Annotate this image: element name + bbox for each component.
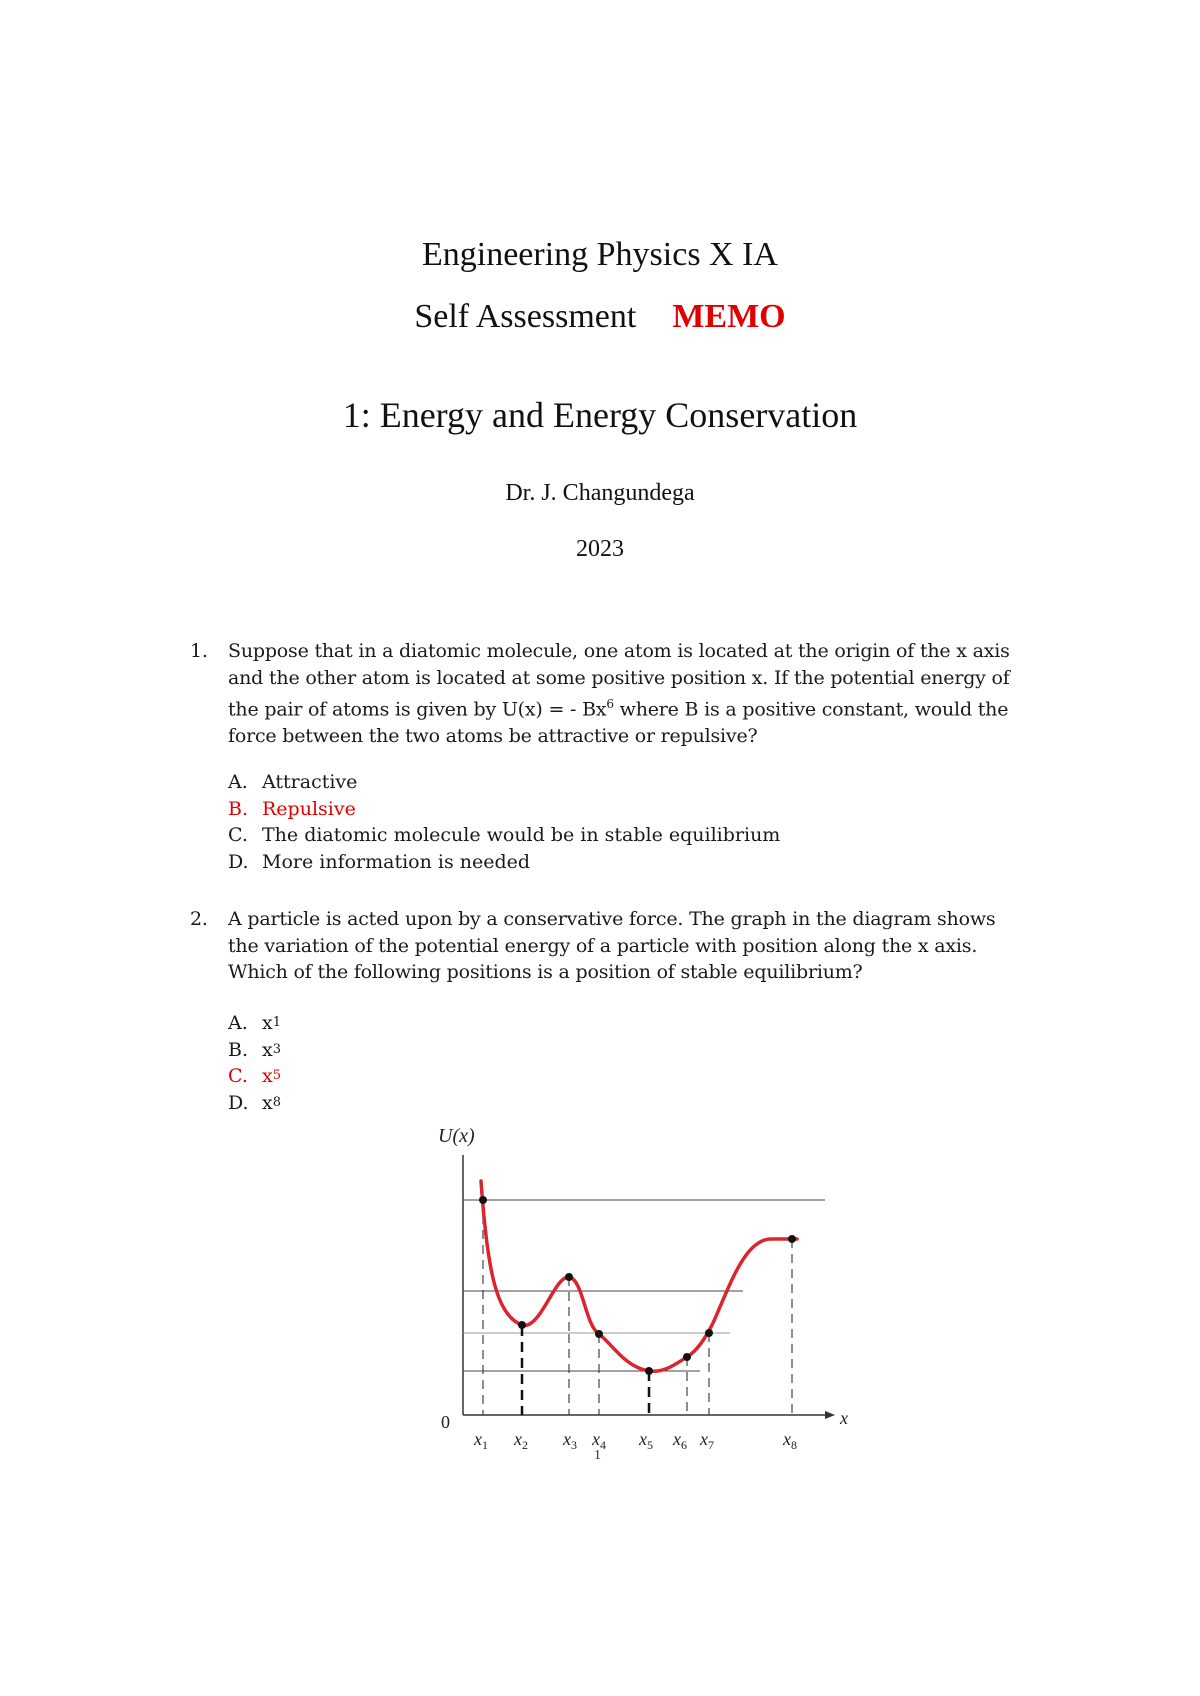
option-letter: B. bbox=[228, 797, 249, 820]
option-subscript: 3 bbox=[272, 1041, 281, 1057]
label-x2 bbox=[513, 1429, 528, 1452]
option-letter: D. bbox=[228, 1091, 249, 1114]
option-subscript: 8 bbox=[272, 1094, 281, 1110]
option-letter: A. bbox=[228, 771, 248, 793]
question-text bbox=[228, 638, 1090, 749]
origin-label: 0 bbox=[441, 1412, 450, 1432]
label-x5 bbox=[638, 1429, 653, 1452]
option-a bbox=[228, 769, 780, 796]
subtitle-line bbox=[0, 298, 1200, 336]
x-axis-arrow bbox=[825, 1411, 835, 1419]
point-x8 bbox=[788, 1235, 796, 1243]
point-x4 bbox=[595, 1330, 603, 1338]
option-subscript: 1 bbox=[272, 1015, 281, 1030]
label-base: x bbox=[514, 1429, 522, 1449]
option-text: More information is needed bbox=[262, 850, 531, 873]
label-subscript: 4 bbox=[600, 1438, 606, 1452]
option-text: Attractive bbox=[262, 771, 358, 793]
options-list bbox=[228, 1010, 281, 1116]
point-x2 bbox=[518, 1321, 526, 1329]
option-c bbox=[228, 822, 780, 849]
topic-title: 1: Energy and Energy Conservation bbox=[342, 395, 858, 435]
label-subscript: 6 bbox=[681, 1438, 687, 1452]
x-axis-label: x bbox=[840, 1408, 848, 1428]
label-base: x bbox=[563, 1429, 571, 1449]
question-2 bbox=[190, 906, 1090, 986]
exponent: 6 bbox=[606, 697, 614, 711]
question-line: A particle is acted upon by a conservative force. The graph in the diagram shows bbox=[228, 908, 996, 930]
option-letter: C. bbox=[228, 1065, 248, 1087]
label-x7 bbox=[699, 1429, 714, 1452]
label-subscript: 7 bbox=[708, 1438, 714, 1452]
options-list bbox=[228, 769, 780, 875]
label-base: x bbox=[700, 1429, 708, 1449]
option-letter: C. bbox=[228, 824, 248, 846]
option-text: Repulsive bbox=[262, 797, 356, 820]
point-x5 bbox=[645, 1367, 653, 1375]
option-c-correct bbox=[228, 1063, 281, 1090]
option-subscript: 5 bbox=[272, 1068, 281, 1083]
label-subscript: 1 bbox=[482, 1438, 488, 1452]
label-subscript: 2 bbox=[522, 1438, 528, 1452]
question-line: Which of the following positions is a position of stable equilibrium? bbox=[228, 961, 863, 983]
option-b-correct bbox=[228, 796, 780, 823]
label-base: x bbox=[783, 1429, 791, 1449]
option-letter: A. bbox=[228, 1012, 248, 1034]
label-subscript: 3 bbox=[571, 1438, 577, 1452]
label-base: x bbox=[474, 1429, 482, 1449]
page-number: 1 bbox=[594, 1448, 601, 1463]
question-line-part: the pair of atoms is given by U(x) = - Bx bbox=[228, 698, 607, 721]
option-text: The diatomic molecule would be in stable equilibrium bbox=[262, 824, 781, 846]
option-text: x bbox=[262, 1065, 273, 1087]
option-d bbox=[228, 849, 780, 876]
label-base: x bbox=[673, 1429, 681, 1449]
label-x3 bbox=[562, 1429, 577, 1452]
course-title: Engineering Physics X IA bbox=[421, 236, 778, 273]
question-number: 2. bbox=[190, 908, 208, 930]
option-text: x bbox=[262, 1038, 273, 1061]
option-d bbox=[228, 1090, 281, 1117]
memo-label: MEMO bbox=[672, 298, 786, 335]
label-x6 bbox=[672, 1429, 687, 1452]
question-line: force between the two atoms be attractive or repulsive? bbox=[228, 724, 758, 747]
year: 2023 bbox=[576, 536, 624, 562]
point-x3 bbox=[565, 1273, 573, 1281]
option-text: x bbox=[262, 1091, 273, 1114]
point-x6 bbox=[683, 1353, 691, 1361]
option-letter: B. bbox=[228, 1038, 249, 1061]
question-line-part: where B is a positive constant, would the bbox=[613, 698, 1009, 721]
label-base: x bbox=[592, 1429, 600, 1449]
point-x7 bbox=[705, 1329, 713, 1337]
option-text: x bbox=[262, 1012, 273, 1034]
author: Dr. J. Changundega bbox=[505, 480, 695, 506]
label-base: x bbox=[639, 1429, 647, 1449]
subtitle: Self Assessment bbox=[414, 298, 637, 335]
potential-energy-graph bbox=[425, 1115, 875, 1455]
label-x1 bbox=[473, 1429, 488, 1452]
question-text bbox=[228, 906, 1090, 986]
label-x8 bbox=[782, 1429, 797, 1452]
question-line: Suppose that in a diatomic molecule, one atom is located at the origin of the x axis bbox=[228, 640, 1010, 662]
question-1 bbox=[190, 638, 1090, 749]
label-subscript: 5 bbox=[647, 1438, 653, 1452]
question-line: the variation of the potential energy of a particle with position along the x axis. bbox=[228, 934, 978, 957]
option-b bbox=[228, 1037, 281, 1064]
point-x1 bbox=[479, 1196, 487, 1204]
y-axis-label: U(x) bbox=[438, 1125, 475, 1147]
option-letter: D. bbox=[228, 850, 249, 873]
potential-curve bbox=[481, 1181, 797, 1371]
option-a bbox=[228, 1010, 281, 1037]
label-subscript: 8 bbox=[791, 1438, 797, 1452]
question-line: and the other atom is located at some positive position x. If the potential energy of bbox=[228, 666, 1010, 689]
question-line bbox=[228, 691, 1090, 723]
question-number: 1. bbox=[190, 640, 208, 662]
